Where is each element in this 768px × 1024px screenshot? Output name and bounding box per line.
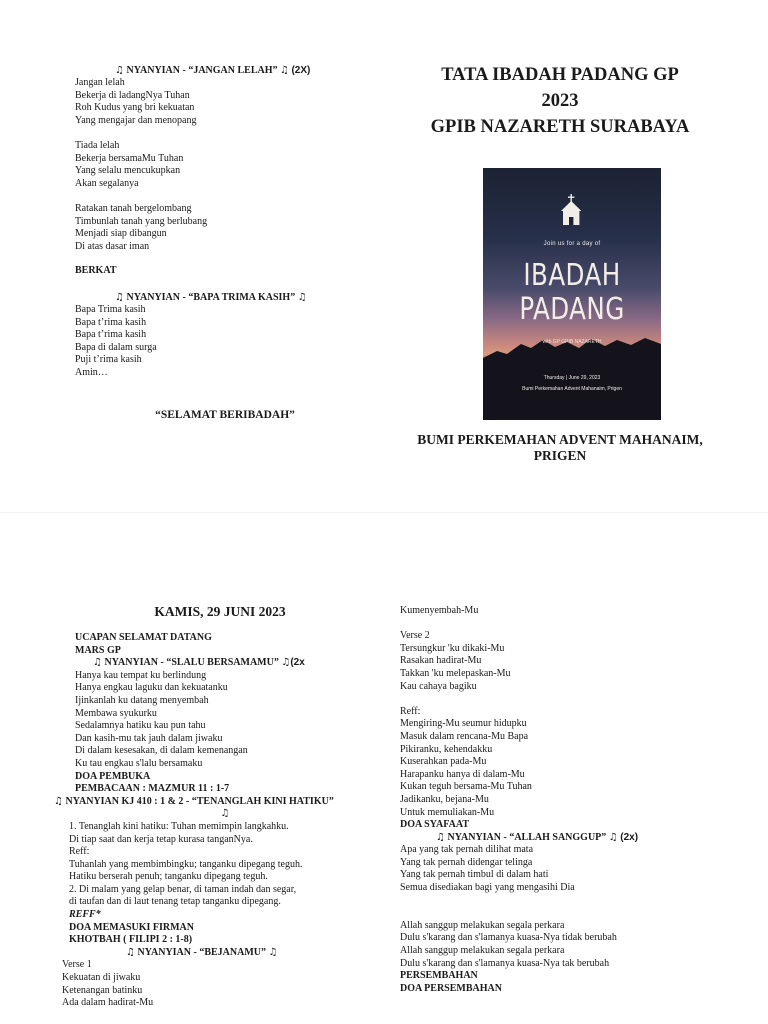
lyric-line: Semua disediakan bagi yang mengasihi Dia	[400, 882, 575, 894]
lyric-line: Yang selalu mencukupkan	[75, 165, 181, 177]
event-poster	[483, 168, 661, 420]
lyric-line: Reff:	[400, 705, 421, 717]
pembacaan-heading: PEMBACAAN : MAZMUR 11 : 1-7	[75, 783, 230, 795]
lyric-line: Apa yang tak pernah dilihat mata	[400, 844, 534, 856]
lyric-line: Ada dalam hadirat-Mu	[62, 997, 154, 1009]
music-note-icon: ♫	[54, 795, 63, 807]
song-title: ♫ NYANYIAN - “ALLAH SANGGUP” ♫ (2x)	[436, 831, 639, 843]
music-note-icon: ♫	[608, 831, 618, 843]
poster-word-padang: PADANG	[519, 292, 625, 327]
closing-text: “SELAMAT BERIBADAH”	[155, 409, 295, 421]
song-lyrics	[75, 670, 390, 771]
page-divider	[0, 512, 768, 513]
berkat-heading: BERKAT	[75, 265, 117, 276]
khotbah-heading: KHOTBAH ( FILIPI 2 : 1-8)	[69, 934, 193, 946]
lyric-line: Kuserahkan pada-Mu	[400, 756, 487, 768]
lyric-line: Ku tau engkau s'lalu bersamaku	[75, 757, 203, 769]
stanza-gap	[400, 693, 730, 706]
poster-invite-text: Join us for a day of	[543, 241, 601, 247]
lyric-line: Timbunlah tanah yang berlubang	[75, 215, 208, 227]
poster-place-text: Bumi Perkemahan Advent Mahanaim, Prigen	[522, 386, 622, 392]
doa-syafaat-heading: DOA SYAFAAT	[400, 819, 469, 831]
lyric-line: Kau cahaya bagiku	[400, 680, 477, 692]
event-location: BUMI PERKEMAHAN ADVENT MAHANAIM, PRIGEN	[417, 432, 703, 463]
music-note-icon: ♫	[281, 657, 291, 669]
kj-lyrics: 1. Tenanglah kini hatiku: Tuhan memimpin langkahku. Di tiap saat dan kerja tetap kurasa tanganNya. Reff: Tuhanlah yang membimbingku; tanganku dipegang teguh. Hatiku berserah penuh; tanganku dipegang teguh. 2. Di malam yang gelap benar, di taman indah dan segar, di taufan dan di laut tenang tetap tanganku dipegang. REFF*	[69, 820, 303, 921]
song-title: ♫ NYANYIAN KJ 410 : 1 & 2 - “TENANGLAH KINI HATIKU”	[54, 795, 334, 807]
music-note-icon: ♫	[220, 808, 230, 820]
lyric-line: Masuk dalam rencana-Mu Bapa	[400, 730, 529, 742]
lyric-line: Bapa t’rima kasih	[75, 329, 147, 341]
lyric-line: Mengiring-Mu seumur hidupku	[400, 718, 527, 730]
liturgy-left	[54, 632, 390, 1010]
lyric-line: Pikiranku, kehendakku	[400, 743, 493, 755]
song-title: ♫ NYANYIAN - “JANGAN LELAH” ♫ (2X)	[115, 65, 311, 76]
lyric-line: Ketenangan batinku	[62, 984, 143, 996]
music-note-icon: ♫	[126, 946, 135, 958]
lyric-line: Jadikanku, bejana-Mu	[400, 793, 489, 805]
lyric-line: Membawa syukurku	[75, 707, 157, 719]
lyric-line: Rasakan hadirat-Mu	[400, 655, 482, 667]
music-note-icon: ♫	[93, 657, 102, 669]
lyric-line: Dulu s'karang dan s'lamanya kuasa-Nya tidak berubah	[400, 932, 617, 944]
lyric-line: Di atas dasar iman	[75, 240, 150, 252]
lyric-line: Ijinkanlah ku datang menyembah	[75, 694, 209, 706]
lyric-line: Amin…	[75, 366, 108, 378]
lyric-line: Bapa di dalam surga	[75, 341, 157, 353]
song-title: ♫ NYANYIAN - “BEJANAMU” ♫	[126, 946, 278, 958]
page-title: TATA IBADAH PADANG GP 2023 GPIB NAZARETH SURABAYA	[430, 65, 690, 137]
stanza-gap	[400, 895, 730, 908]
lyric-line: Allah sanggup melakukan segala perkara	[400, 945, 565, 957]
song-lyrics	[75, 77, 375, 253]
liturgy-right	[400, 605, 730, 995]
lyric-line: Bapa Trima kasih	[75, 304, 146, 315]
lyric-line: Untuk memuliakan-Mu	[400, 806, 495, 818]
lyric-line: Bekerja bersamaMu Tuhan	[75, 152, 184, 164]
mars-heading: MARS GP	[75, 644, 121, 656]
doa-persembahan-heading: DOA PERSEMBAHAN	[400, 982, 502, 994]
music-note-icon: ♫	[115, 292, 124, 303]
lyric-line: Kekuatan di jiwaku	[62, 972, 141, 984]
lyric-line: Dulu s'karang dan s'lamanya kuasa-Nya tak berubah	[400, 957, 610, 969]
lyric-line: Dan kasih-mu tak jauh dalam jiwaku	[75, 732, 223, 744]
lyric-line: Verse 2	[400, 630, 430, 642]
music-note-icon: ♫	[115, 65, 124, 76]
lyric-line: Roh Kudus yang bri kekuatan	[75, 102, 195, 114]
lyric-line: Sedalamnya hatiku kau pun tahu	[75, 720, 206, 732]
music-note-icon: ♫	[297, 292, 307, 303]
stanza-gap	[75, 190, 375, 203]
lyric-line: Yang tak pernah didengar telinga	[400, 856, 533, 868]
ucapan-heading: UCAPAN SELAMAT DATANG	[75, 632, 212, 643]
poster-date-text: Thursday | June 29, 2023	[543, 375, 601, 381]
poster-word-ibadah: IBADAH	[523, 258, 621, 293]
lyric-line: Jangan lelah	[75, 77, 125, 88]
lyric-line: Bapa t’rima kasih	[75, 316, 147, 328]
doa-firman-heading: DOA MEMASUKI FIRMAN	[69, 921, 194, 933]
lyric-line: Verse 1	[62, 959, 92, 971]
lyric-line: Takkan 'ku melepaskan-Mu	[400, 667, 511, 679]
music-note-icon: ♫	[268, 946, 278, 958]
lyric-line: Harapanku hanya di dalam-Mu	[400, 768, 525, 780]
doa-pembuka-heading: DOA PEMBUKA	[75, 770, 151, 782]
song-title: ♫ NYANYIAN - “BAPA TRIMA KASIH” ♫	[115, 292, 307, 303]
lyric-line: Yang mengajar dan menopang	[75, 114, 197, 126]
song-lyrics	[400, 605, 730, 819]
stanza-gap	[75, 127, 375, 140]
lyric-line: Allah sanggup melakukan segala perkara	[400, 919, 565, 931]
stanza-gap	[400, 618, 730, 631]
persembahan-heading: PERSEMBAHAN	[400, 970, 478, 982]
song-lyrics	[400, 844, 730, 970]
poster-host-text: with GP GPIB NAZARETH	[542, 339, 602, 345]
song-lyrics	[62, 959, 390, 1009]
lyric-line: Puji t’rima kasih	[75, 354, 142, 366]
song-lyrics	[75, 304, 375, 380]
lyric-line: Kumenyembah-Mu	[400, 605, 479, 616]
lyric-line: Hanya engkau laguku dan kekuatanku	[75, 682, 228, 694]
music-note-icon: ♫	[280, 65, 289, 76]
lyric-line: Bekerja di ladangNya Tuhan	[75, 89, 190, 101]
lyric-line: Tiada lelah	[75, 139, 120, 151]
song-bapa-trima-kasih	[75, 292, 375, 380]
service-date: KAMIS, 29 JUNI 2023	[154, 604, 286, 619]
lyric-line: Ratakan tanah bergelombang	[75, 202, 192, 214]
lyric-line: Menjadi siap dibangun	[75, 228, 167, 240]
stanza-gap	[400, 907, 730, 920]
lyric-line: Akan segalanya	[75, 177, 139, 189]
lyric-line: Yang tak pernah timbul di dalam hati	[400, 869, 549, 881]
lyric-line: Tersungkur 'ku dikaki-Mu	[400, 642, 505, 654]
song-title: ♫ NYANYIAN - “SLALU BERSAMAMU” ♫(2x	[93, 657, 305, 669]
song-jangan-lelah	[75, 65, 375, 253]
lyric-line: Kukan teguh bersama-Mu Tuhan	[400, 781, 532, 793]
church-icon	[561, 194, 581, 225]
lyric-line: Di dalam kesesakan, di dalam kemenangan	[75, 745, 248, 757]
lyric-line: Hanya kau tempat ku berlindung	[75, 669, 207, 681]
music-note-icon: ♫	[436, 831, 445, 843]
